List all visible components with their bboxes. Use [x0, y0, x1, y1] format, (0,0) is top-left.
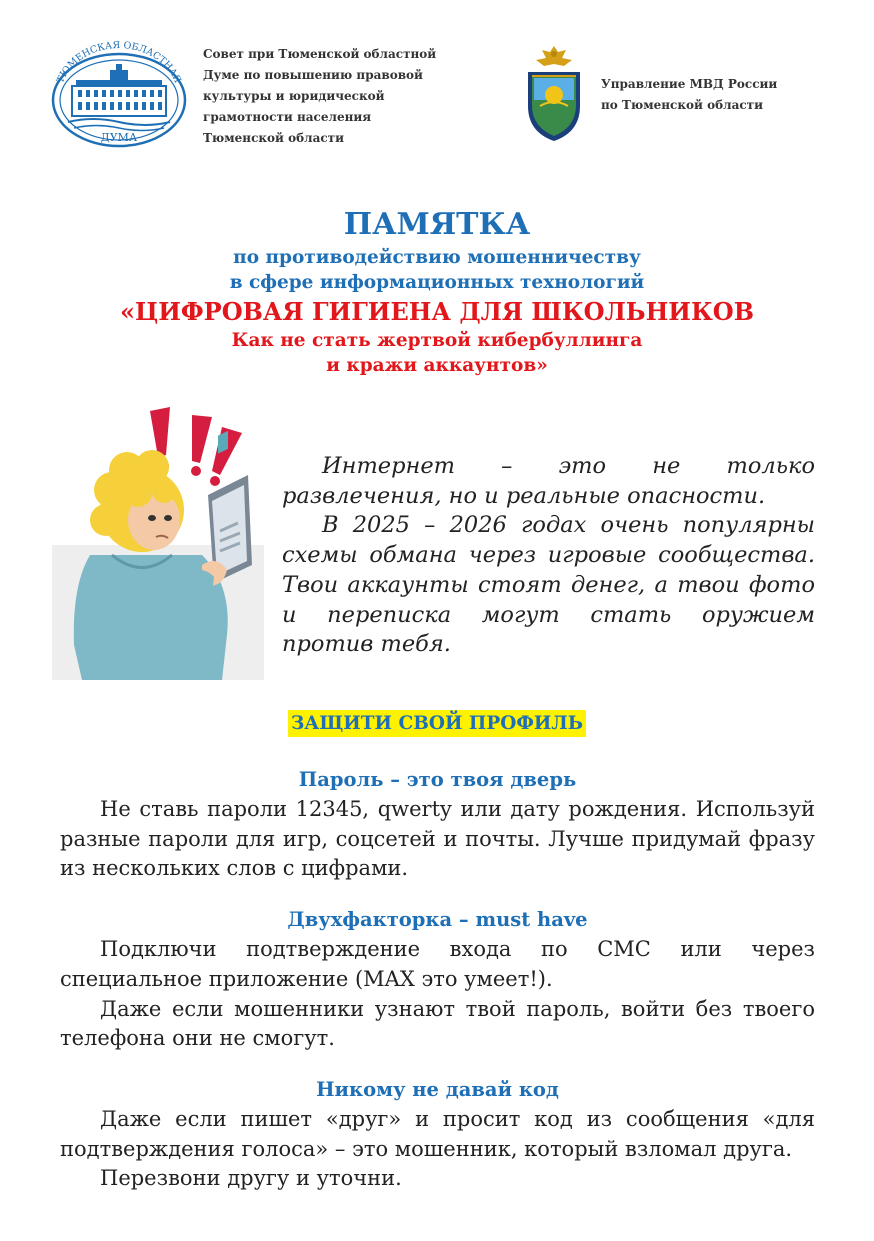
- duma-logo: [48, 40, 190, 148]
- left-organization-line: грамотности населения: [203, 110, 372, 124]
- left-organization-line: Совет при Тюменской областной: [203, 47, 437, 61]
- left-organization-line: Тюменской области: [203, 131, 345, 145]
- advice-paragraph: Перезвони другу и уточни.: [100, 1166, 402, 1191]
- advice-paragraph: Даже если пишет «друг» и просит код из сообщения «для подтверждения голоса» – это мошенник, который взломал друга.: [60, 1106, 815, 1161]
- subtitle-line: в сфере информационных технологий: [229, 272, 645, 293]
- title-block: [0, 205, 874, 378]
- header: [48, 40, 828, 150]
- intro-paragraph: Интернет – это не только развлечения, но и реальные опасности.: [282, 453, 815, 509]
- mvd-emblem: [518, 40, 590, 145]
- left-organization-line: культуры и юридической: [203, 89, 385, 103]
- advice-paragraph: Не ставь пароли 12345, qwerty или дату рождения. Используй разные пароли для игр, соцсетей и почты. Лучше придумай фразу из нескольких слов с цифрами.: [60, 797, 815, 881]
- topic-subtitle-line: Как не стать жертвой кибербуллинга: [231, 330, 643, 351]
- subtitle-line: по противодействию мошенничеству: [233, 247, 641, 268]
- topic-title: «ЦИФРОВАЯ ГИГИЕНА ДЛЯ ШКОЛЬНИКОВ: [120, 297, 754, 326]
- advice-content: [60, 765, 815, 1194]
- page-title: ПАМЯТКА: [343, 207, 531, 242]
- section-title-highlight: ЗАЩИТИ СВОЙ ПРОФИЛЬ: [288, 710, 586, 737]
- section-title: [0, 711, 874, 737]
- advice-heading-password: Пароль – это твоя дверь: [298, 768, 577, 791]
- advice-heading-two-factor: Двухфакторка – must have: [287, 908, 588, 932]
- advice-paragraph: Даже если мошенники узнают твой пароль, войти без твоего телефона они не смогут.: [60, 996, 815, 1051]
- left-organization: [203, 44, 493, 149]
- right-organization: [601, 74, 831, 116]
- intro-text: [282, 452, 815, 660]
- right-organization-line: Управление МВД России: [601, 77, 778, 91]
- intro-paragraph: В 2025 – 2026 годах очень популярны схемы обмана через игровые сообщества. Твои аккаунты стоят денег, а твои фото и переписка могут стать оружием против тебя.: [282, 512, 815, 658]
- boy-with-tablet-illustration: [52, 405, 264, 680]
- advice-heading-code: Никому не давай код: [316, 1077, 559, 1101]
- left-organization-line: Думе по повышению правовой: [203, 68, 423, 82]
- duma-logo-caption-bottom: ДУМА: [100, 131, 138, 144]
- duma-logo-caption-top: ТЮМЕНСКАЯ ОБЛАСТНАЯ: [55, 40, 183, 85]
- right-organization-line: по Тюменской области: [601, 98, 763, 112]
- topic-subtitle-line: и кражи аккаунтов»: [326, 355, 548, 376]
- advice-paragraph: Подключи подтверждение входа по СМС или через специальное приложение (MAX это умеет!).: [60, 937, 815, 991]
